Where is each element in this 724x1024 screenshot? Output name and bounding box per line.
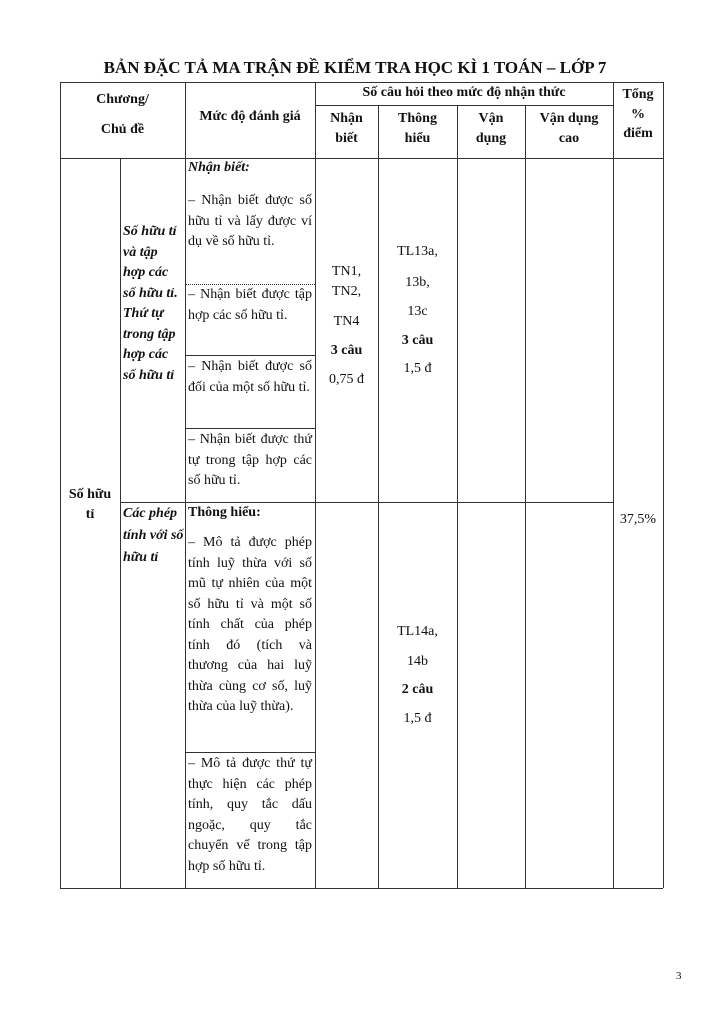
document-title: BẢN ĐẶC TẢ MA TRẬN ĐỀ KIỂM TRA HỌC KÌ 1 TOÁN – LỚP 7 [103, 58, 607, 77]
th-question: 14b [407, 654, 428, 669]
level-label-thong-hieu: Thông hiểu: [188, 505, 261, 520]
header-percent: % [631, 107, 645, 122]
header-van-dung-cao-2: cao [558, 131, 580, 146]
th-question: TL13a, [397, 244, 438, 259]
header-so-cau: Số câu hỏi theo mức độ nhận thức [362, 85, 566, 100]
header-van-dung-cao: Vận dụng [539, 111, 599, 126]
header-chuong: Chương/ [96, 92, 149, 107]
header-diem: điểm [623, 126, 653, 141]
criterion-item: – Nhận biết được thứ tự trong tập hợp các số hữu tỉ. [188, 432, 312, 488]
header-muc-do: Mức độ đánh giá [199, 109, 301, 124]
topic-so-huu-ti: Số hữu tỉ và tập hợp các số hữu tỉ. Thứ tự trong tập hợp các số hữu tỉ [123, 224, 178, 383]
header-chu-de: Chủ đề [100, 122, 145, 137]
th-question: 13b, [405, 275, 430, 290]
th-count: 3 câu [401, 333, 434, 348]
chapter-total: 37,5% [619, 512, 657, 527]
nb-question: TN4 [333, 314, 360, 329]
header-tong: Tổng [622, 87, 654, 102]
th-count: 2 câu [401, 682, 434, 697]
header-van-dung-2: dụng [475, 131, 507, 146]
th-question: TL14a, [397, 624, 438, 639]
nb-question: TN1, [331, 264, 362, 279]
header-nhan-biet-2: biết [335, 131, 358, 146]
th-score: 1,5 đ [403, 711, 432, 726]
level-label-nhan-biet: Nhận biết: [188, 160, 250, 175]
topic-phep-tinh: Các phép tính với số hữu tỉ [123, 506, 184, 565]
criterion-item: – Mô tả được thứ tự thực hiện các phép tính, quy tắc dấu ngoặc, quy tắc chuyển vế trong tập hợp số hữu tỉ. [188, 756, 312, 874]
criterion-item: – Nhận biết được số đối của một số hữu tỉ. [188, 359, 312, 395]
nb-question: TN2, [331, 284, 362, 299]
criterion-item: – Nhận biết được số hữu tỉ và lấy được ví dụ về số hữu tỉ. [188, 193, 312, 249]
nb-count: 3 câu [330, 343, 363, 358]
th-question: 13c [407, 304, 428, 319]
th-score: 1,5 đ [403, 361, 432, 376]
criterion-item: – Mô tả được phép tính luỹ thừa với số mũ tự nhiên của một số hữu tỉ và một số tính chất của phép tính đó (tích và thương của hai luỹ thừa cùng cơ số, luỹ thừa của luỹ thừa). [188, 535, 312, 714]
header-thong-hieu-2: hiểu [404, 131, 431, 146]
criterion-item: – Nhận biết được tập hợp các số hữu tỉ. [188, 287, 312, 323]
chapter-name-1: Số hữu [68, 487, 112, 502]
chapter-name-2: tỉ [85, 507, 95, 522]
header-van-dung: Vận [478, 111, 504, 126]
header-nhan-biet: Nhận [330, 111, 363, 126]
header-thong-hieu: Thông [398, 111, 437, 126]
page-number: 3 [676, 970, 682, 982]
nb-score: 0,75 đ [329, 372, 364, 387]
